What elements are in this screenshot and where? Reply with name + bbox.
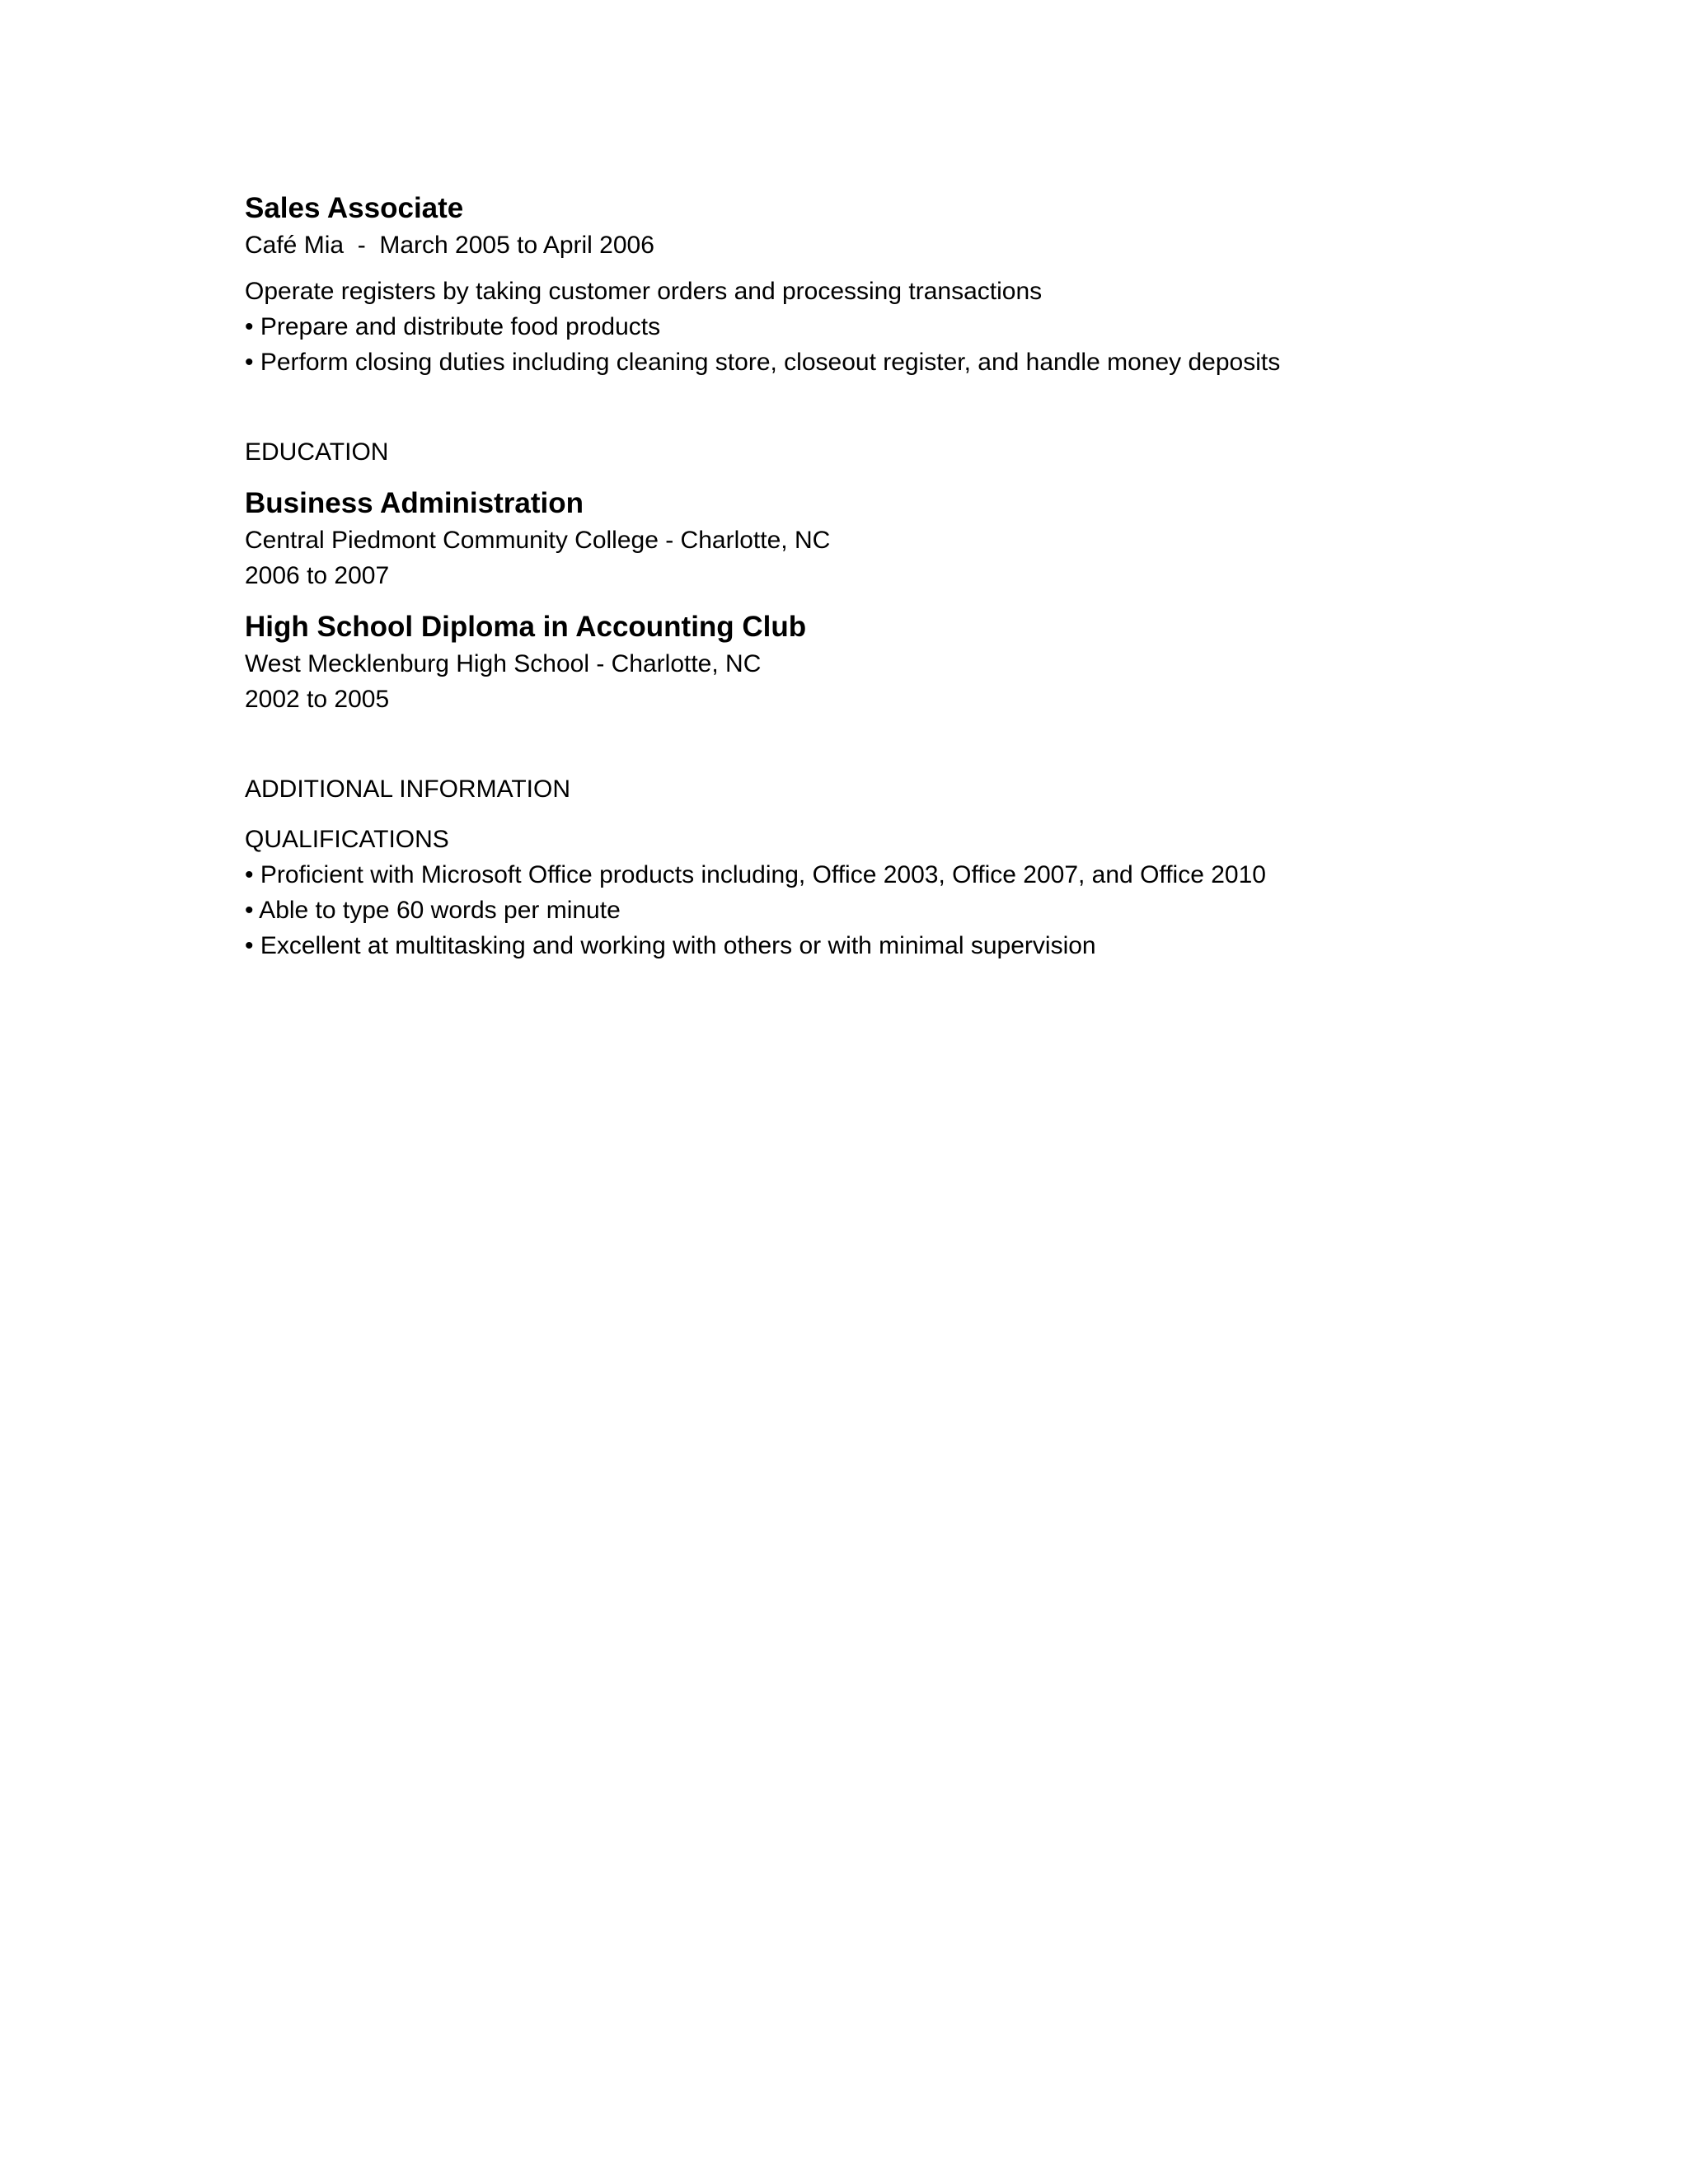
- resume-page: [245, 190, 1481, 963]
- qualification-bullet: • Able to type 60 words per minute: [245, 897, 621, 924]
- qualifications-section: [245, 822, 1481, 963]
- experience-entry: [245, 190, 1481, 380]
- qualification-bullet: • Proficient with Microsoft Office products including, Office 2003, Office 2007, and Office 2010: [245, 861, 1266, 888]
- degree-title: High School Diploma in Accounting Club: [245, 611, 807, 643]
- education-dates: 2006 to 2007: [245, 562, 390, 589]
- education-entry: [245, 485, 1481, 593]
- job-title: Sales Associate: [245, 192, 464, 224]
- job-bullet: • Perform closing duties including cleaning store, closeout register, and handle money deposits: [245, 349, 1281, 376]
- job-description: Operate registers by taking customer orders and processing transactions: [245, 278, 1043, 305]
- school-location: West Mecklenburg High School - Charlotte, NC: [245, 650, 762, 677]
- education-entry: [245, 608, 1481, 717]
- job-employer-dates: Café Mia - March 2005 to April 2006: [245, 232, 654, 259]
- education-dates: 2002 to 2005: [245, 686, 390, 713]
- qualification-bullet: • Excellent at multitasking and working with others or with minimal supervision: [245, 932, 1096, 959]
- education-heading: EDUCATION: [245, 438, 389, 466]
- job-bullet: • Prepare and distribute food products: [245, 313, 661, 340]
- qualifications-heading: QUALIFICATIONS: [245, 826, 449, 853]
- additional-information-heading: ADDITIONAL INFORMATION: [245, 776, 571, 803]
- school-location: Central Piedmont Community College - Charlotte, NC: [245, 527, 831, 554]
- degree-title: Business Administration: [245, 487, 584, 519]
